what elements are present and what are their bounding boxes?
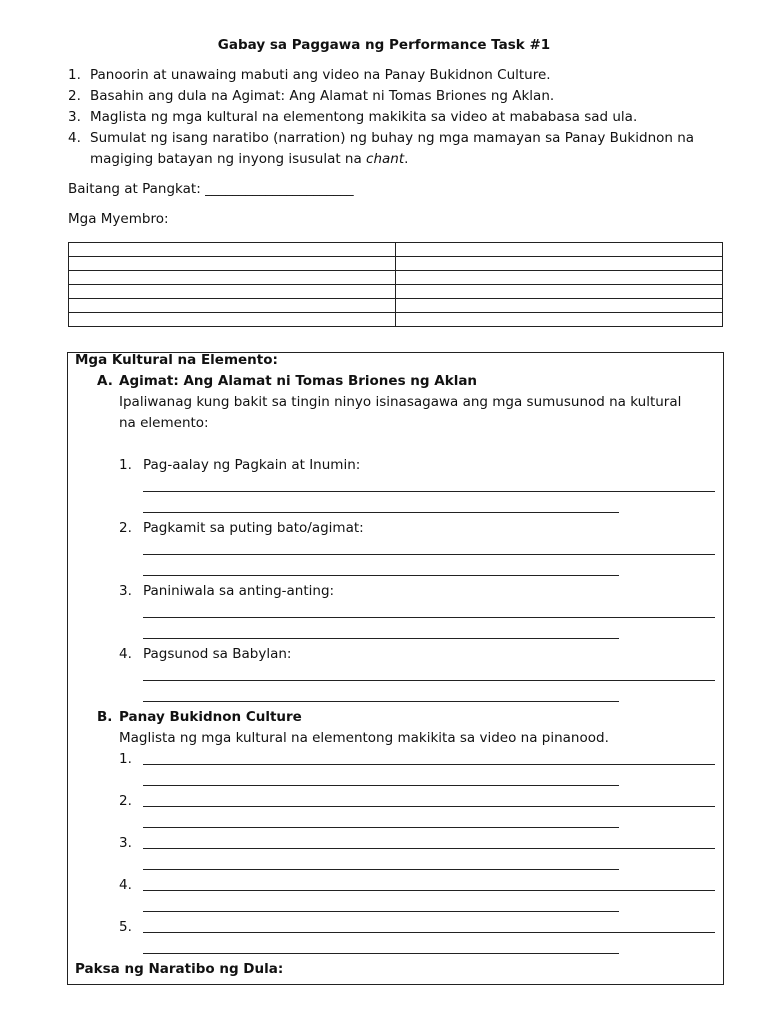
item-number: 5.	[119, 919, 132, 935]
item-label: Paniniwala sa anting-anting:	[143, 583, 335, 599]
answer-line[interactable]	[143, 827, 619, 828]
member-cell[interactable]	[396, 299, 723, 313]
item-number: 2.	[119, 520, 132, 536]
instruction-text-continued	[90, 151, 408, 167]
instruction-number: 2.	[68, 88, 81, 104]
answer-line[interactable]	[143, 806, 715, 807]
answer-line[interactable]	[143, 512, 619, 513]
grade-section-blank[interactable]: ______________________	[205, 181, 354, 197]
members-table	[68, 242, 723, 327]
table-row	[69, 313, 723, 327]
answer-line[interactable]	[143, 932, 715, 933]
answer-line[interactable]	[143, 764, 715, 765]
member-cell[interactable]	[69, 285, 396, 299]
table-row	[69, 285, 723, 299]
instruction-text: Panoorin at unawaing mabuti ang video na Panay Bukidnon Culture.	[90, 67, 551, 83]
answer-line[interactable]	[143, 701, 619, 702]
grade-section-label: Baitang at Pangkat:	[68, 181, 201, 197]
answer-line[interactable]	[143, 680, 715, 681]
instruction-number: 3.	[68, 109, 81, 125]
answer-line[interactable]	[143, 785, 619, 786]
member-cell[interactable]	[69, 243, 396, 257]
item-number: 2.	[119, 793, 132, 809]
item-label: Pag-aalay ng Pagkain at Inumin:	[143, 457, 361, 473]
answer-line[interactable]	[143, 848, 715, 849]
section-b-title: Panay Bukidnon Culture	[119, 709, 302, 725]
answer-line[interactable]	[143, 869, 619, 870]
member-cell[interactable]	[396, 243, 723, 257]
member-cell[interactable]	[396, 285, 723, 299]
table-row	[69, 299, 723, 313]
grade-section-field[interactable]	[68, 181, 354, 197]
answer-line[interactable]	[143, 575, 619, 576]
answer-line[interactable]	[143, 554, 715, 555]
member-cell[interactable]	[396, 257, 723, 271]
section-a-intro: Ipaliwanag kung bakit sa tingin ninyo isinasagawa ang mga sumusunod na kultural	[119, 394, 682, 410]
instruction-italic-word: chant	[366, 151, 405, 167]
answer-line[interactable]	[143, 491, 715, 492]
table-row	[69, 271, 723, 285]
table-row	[69, 257, 723, 271]
narrative-topic-label: Paksa ng Naratibo ng Dula:	[75, 961, 284, 977]
section-a-intro-continued: na elemento:	[119, 415, 209, 431]
member-cell[interactable]	[69, 299, 396, 313]
answer-line[interactable]	[143, 638, 619, 639]
answer-line[interactable]	[143, 890, 715, 891]
instruction-text: Sumulat ng isang naratibo (narration) ng buhay ng mga mamayan sa Panay Bukidnon na	[90, 130, 695, 146]
instruction-text-prefix: magiging batayan ng inyong isusulat na	[90, 151, 367, 167]
section-a-letter: A.	[97, 373, 113, 389]
item-number: 3.	[119, 583, 132, 599]
answer-line[interactable]	[143, 911, 619, 912]
item-label: Pagkamit sa puting bato/agimat:	[143, 520, 364, 536]
member-cell[interactable]	[69, 313, 396, 327]
page-title: Gabay sa Paggawa ng Performance Task #1	[217, 37, 551, 53]
item-number: 1.	[119, 751, 132, 767]
box-heading: Mga Kultural na Elemento:	[75, 352, 278, 368]
item-number: 4.	[119, 646, 132, 662]
section-a-title: Agimat: Ang Alamat ni Tomas Briones ng Aklan	[119, 373, 478, 389]
instruction-text-suffix: .	[404, 151, 409, 167]
member-cell[interactable]	[396, 271, 723, 285]
members-label: Mga Myembro:	[68, 211, 169, 227]
member-cell[interactable]	[396, 313, 723, 327]
section-b-letter: B.	[97, 709, 113, 725]
answer-line[interactable]	[143, 617, 715, 618]
instruction-text: Basahin ang dula na Agimat: Ang Alamat ni Tomas Briones ng Aklan.	[90, 88, 555, 104]
item-label: Pagsunod sa Babylan:	[143, 646, 292, 662]
section-b-intro: Maglista ng mga kultural na elementong makikita sa video na pinanood.	[119, 730, 609, 746]
instruction-text: Maglista ng mga kultural na elementong makikita sa video at mababasa sad ula.	[90, 109, 638, 125]
member-cell[interactable]	[69, 257, 396, 271]
member-cell[interactable]	[69, 271, 396, 285]
table-row	[69, 243, 723, 257]
item-number: 1.	[119, 457, 132, 473]
item-number: 3.	[119, 835, 132, 851]
answer-line[interactable]	[143, 953, 619, 954]
instruction-number: 4.	[68, 130, 81, 146]
item-number: 4.	[119, 877, 132, 893]
instruction-number: 1.	[68, 67, 81, 83]
